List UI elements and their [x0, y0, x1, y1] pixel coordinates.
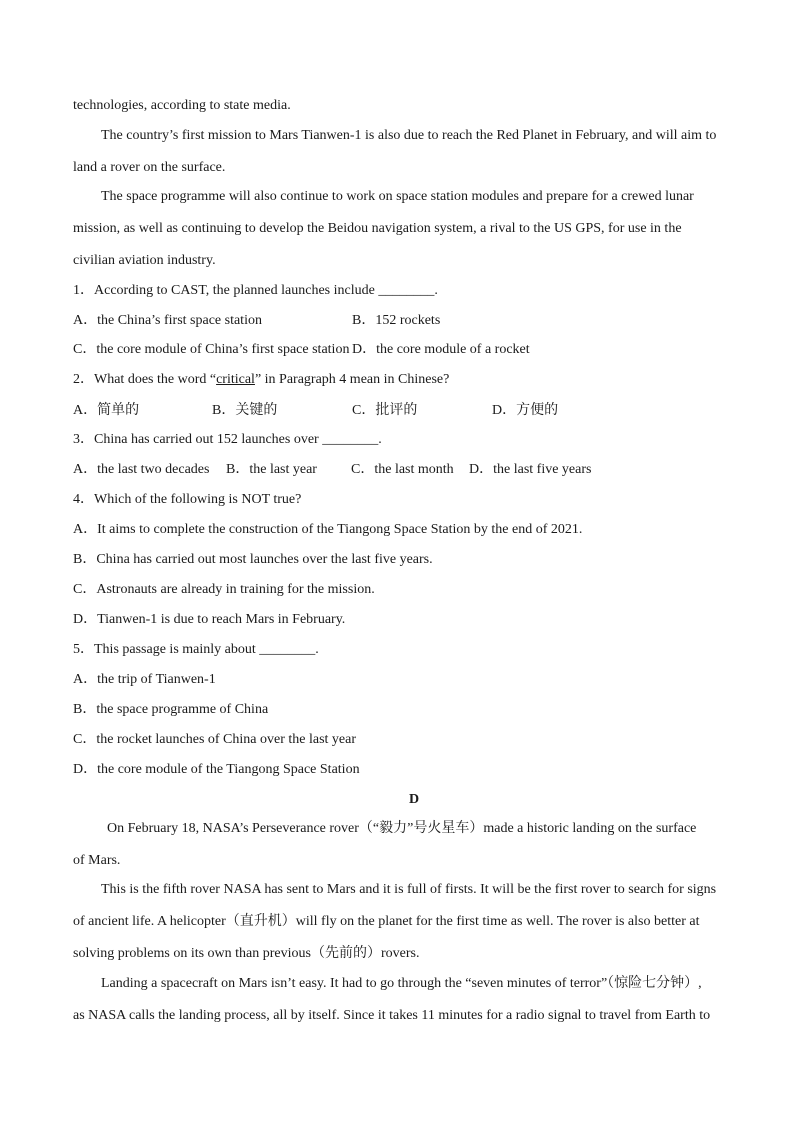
question-2-option-d[interactable]: D．方便的	[492, 403, 559, 418]
question-3-option-b[interactable]: B．the last year	[226, 462, 317, 477]
question-2-option-c[interactable]: C．批评的	[352, 403, 418, 418]
question-3-option-c[interactable]: C．the last month	[351, 462, 454, 477]
question-5-option-c[interactable]: C．the rocket launches of China over the last year	[73, 732, 357, 747]
underlined-word: critical	[216, 372, 255, 387]
passage-text-line: technologies, according to state media.	[73, 98, 291, 113]
question-1-option-a[interactable]: A．the China’s first space station	[73, 313, 262, 328]
question-5-option-d[interactable]: D．the core module of the Tiangong Space Station	[73, 762, 360, 777]
passage-text-line: Landing a spacecraft on Mars isn’t easy. It had to go through the “seven minutes of terror”（惊险七分钟）,	[101, 976, 702, 991]
question-4-option-c[interactable]: C．Astronauts are already in training for the mission.	[73, 582, 375, 597]
question-2-option-a[interactable]: A．简单的	[73, 403, 140, 418]
question-4-option-d[interactable]: D．Tianwen-1 is due to reach Mars in February.	[73, 612, 346, 627]
passage-text-line: of Mars.	[73, 853, 121, 868]
question-2-stem	[73, 371, 449, 389]
question-2-stem-after: ” in Paragraph 4 mean in Chinese?	[254, 372, 450, 387]
question-2-stem-before: 2．What does the word “	[73, 372, 217, 387]
question-3-option-d[interactable]: D．the last five years	[469, 462, 592, 477]
question-1-option-b[interactable]: B．152 rockets	[352, 313, 441, 328]
question-3-option-a[interactable]: A．the last two decades	[73, 462, 210, 477]
passage-text-line: of ancient life. A helicopter（直升机）will fly on the planet for the first time as well. The rover is also better at	[73, 914, 700, 929]
question-4-option-a[interactable]: A．It aims to complete the construction of the Tiangong Space Station by the end of 2021.	[73, 522, 583, 537]
question-5-option-b[interactable]: B．the space programme of China	[73, 702, 269, 717]
section-heading: D	[408, 792, 420, 807]
passage-text-line: mission, as well as continuing to develop the Beidou navigation system, a rival to the US GPS, for use in the	[73, 221, 682, 236]
question-5-stem: 5．This passage is mainly about ________.	[73, 642, 319, 657]
passage-text-line: On February 18, NASA’s Perseverance rover（“毅力”号火星车）made a historic landing on the surface	[107, 821, 697, 836]
question-3-stem: 3．China has carried out 152 launches over ________.	[73, 432, 382, 447]
question-1-option-c[interactable]: C．the core module of China’s first space station	[73, 342, 350, 357]
question-4-stem: 4．Which of the following is NOT true?	[73, 492, 302, 507]
question-5-option-a[interactable]: A．the trip of Tianwen-1	[73, 672, 216, 687]
question-4-option-b[interactable]: B．China has carried out most launches over the last five years.	[73, 552, 433, 567]
passage-text-line: This is the fifth rover NASA has sent to Mars and it is full of firsts. It will be the first rover to search for signs	[101, 882, 717, 897]
question-2-option-b[interactable]: B．关键的	[212, 403, 278, 418]
passage-text-line: The country’s first mission to Mars Tianwen-1 is also due to reach the Red Planet in February, and will aim to	[101, 128, 717, 143]
passage-text-line: The space programme will also continue to work on space station modules and prepare for a crewed lunar	[101, 189, 694, 204]
passage-text-line: as NASA calls the landing process, all by itself. Since it takes 11 minutes for a radio signal to travel from Earth to	[73, 1008, 711, 1023]
question-1-option-d[interactable]: D．the core module of a rocket	[352, 342, 530, 357]
question-1-stem: 1．According to CAST, the planned launches include ________.	[73, 283, 438, 298]
passage-text-line: land a rover on the surface.	[73, 160, 226, 175]
passage-text-line: civilian aviation industry.	[73, 253, 216, 268]
passage-text-line: solving problems on its own than previous（先前的）rovers.	[73, 946, 420, 961]
